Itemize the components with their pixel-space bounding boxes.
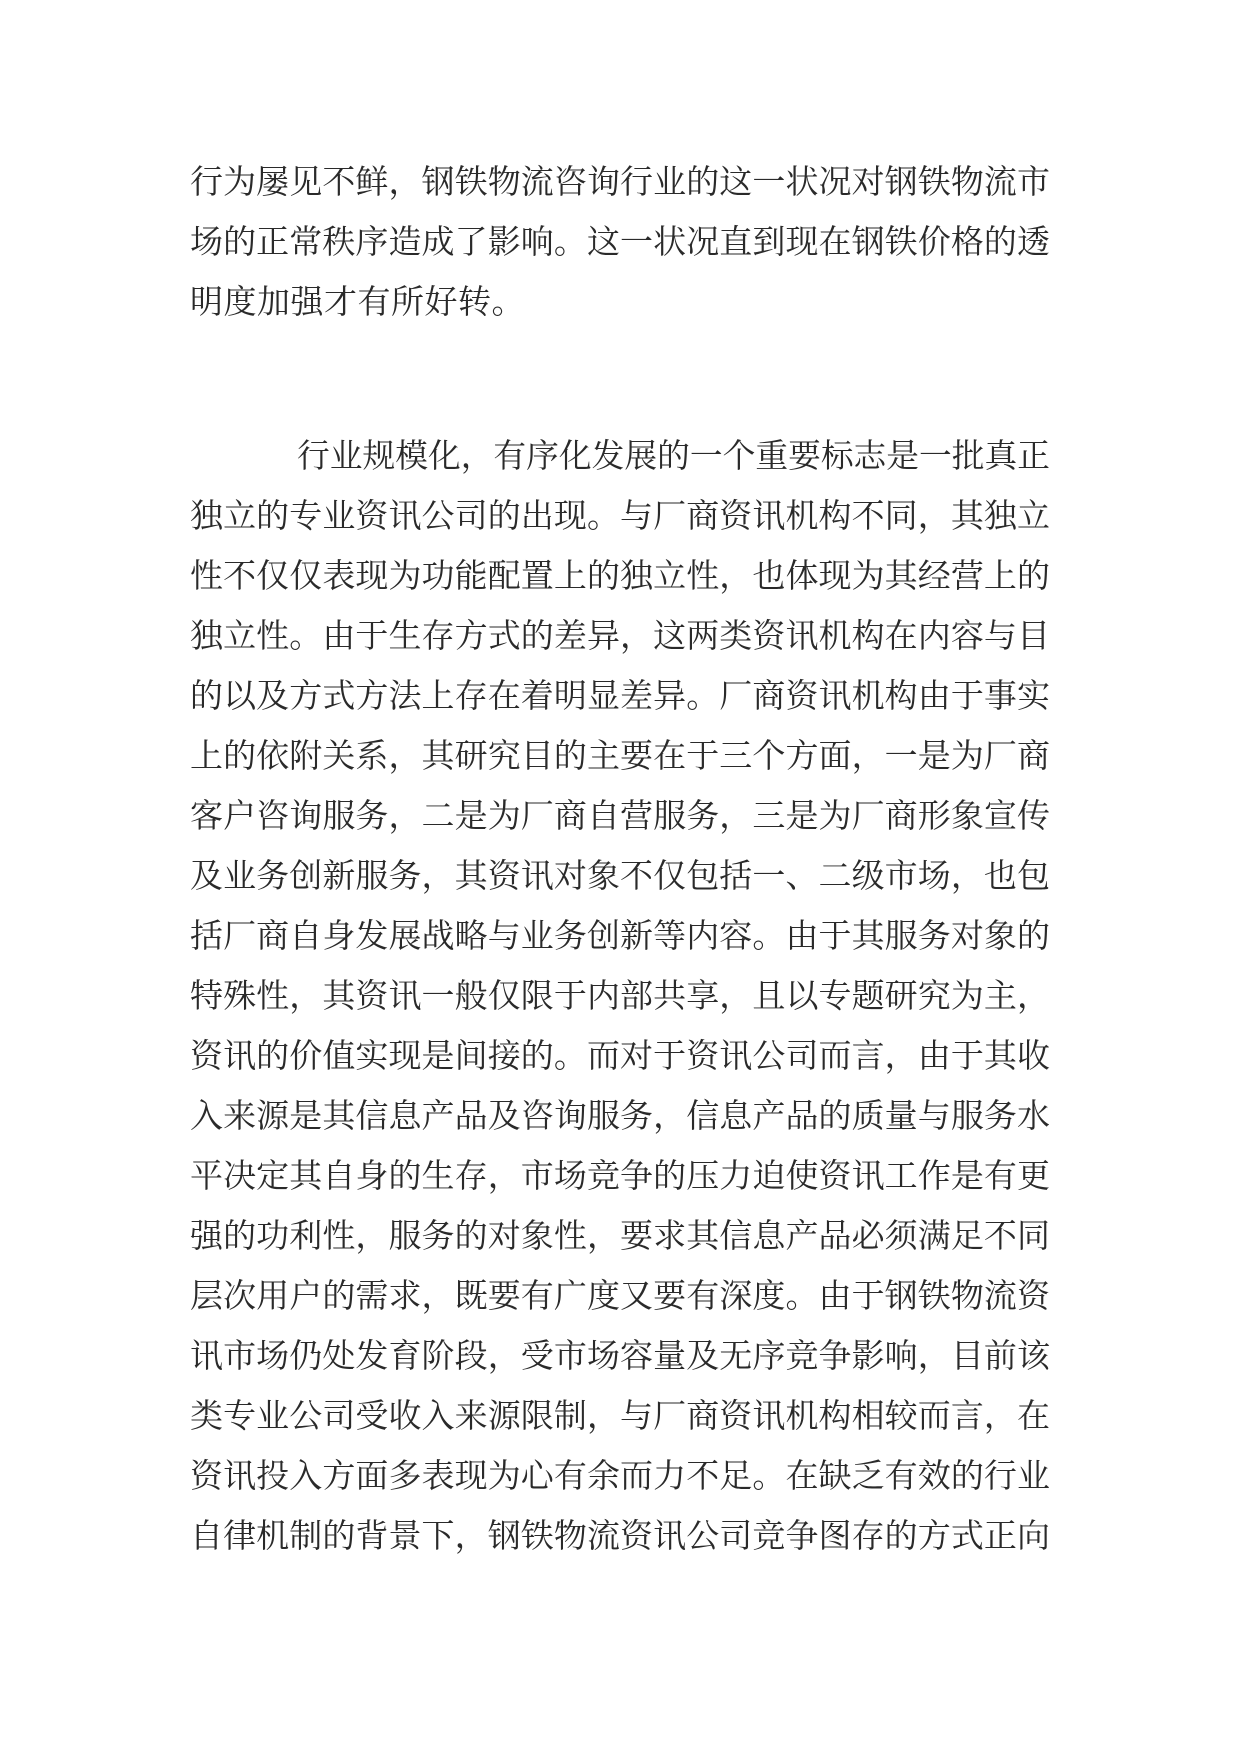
text-line: 独立的专业资讯公司的出现。与厂商资讯机构不同，其独立	[190, 496, 1050, 535]
text-line: 强的功利性，服务的对象性，要求其信息产品必须满足不同	[190, 1216, 1050, 1255]
text-line: 括厂商自身发展战略与业务创新等内容。由于其服务对象的	[190, 916, 1050, 955]
text-line: 及业务创新服务，其资讯对象不仅包括一、二级市场，也包	[190, 856, 1050, 895]
text-line: 入来源是其信息产品及咨询服务，信息产品的质量与服务水	[190, 1096, 1050, 1135]
text-line: 场的正常秩序造成了影响。这一状况直到现在钢铁价格的透	[190, 222, 1050, 261]
text-line: 特殊性，其资讯一般仅限于内部共享，且以专题研究为主，	[190, 976, 1050, 1015]
text-line: 讯市场仍处发育阶段，受市场容量及无序竞争影响，目前该	[190, 1336, 1050, 1375]
text-line: 性不仅仅表现为功能配置上的独立性，也体现为其经营上的	[190, 556, 1050, 595]
text-line: 行业规模化，有序化发展的一个重要标志是一批真正	[297, 437, 1050, 475]
text-line: 平决定其自身的生存，市场竞争的压力迫使资讯工作是有更	[190, 1156, 1050, 1195]
text-line: 上的依附关系，其研究目的主要在于三个方面，一是为厂商	[190, 736, 1050, 775]
text-line: 类专业公司受收入来源限制，与厂商资讯机构相较而言，在	[190, 1396, 1050, 1435]
text-line: 层次用户的需求，既要有广度又要有深度。由于钢铁物流资	[190, 1276, 1050, 1315]
text-line: 行为屡见不鲜，钢铁物流咨询行业的这一状况对钢铁物流市	[190, 162, 1050, 201]
text-line: 客户咨询服务，二是为厂商自营服务，三是为厂商形象宣传	[190, 796, 1050, 835]
text-line: 明度加强才有所好转。	[190, 282, 525, 321]
text-line: 资讯的价值实现是间接的。而对于资讯公司而言，由于其收	[190, 1036, 1050, 1075]
text-line: 独立性。由于生存方式的差异，这两类资讯机构在内容与目	[190, 616, 1050, 655]
text-line: 的以及方式方法上存在着明显差异。厂商资讯机构由于事实	[190, 676, 1050, 715]
text-line: 资讯投入方面多表现为心有余而力不足。在缺乏有效的行业	[190, 1456, 1050, 1495]
text-line: 自律机制的背景下，钢铁物流资讯公司竞争图存的方式正向	[190, 1516, 1050, 1555]
